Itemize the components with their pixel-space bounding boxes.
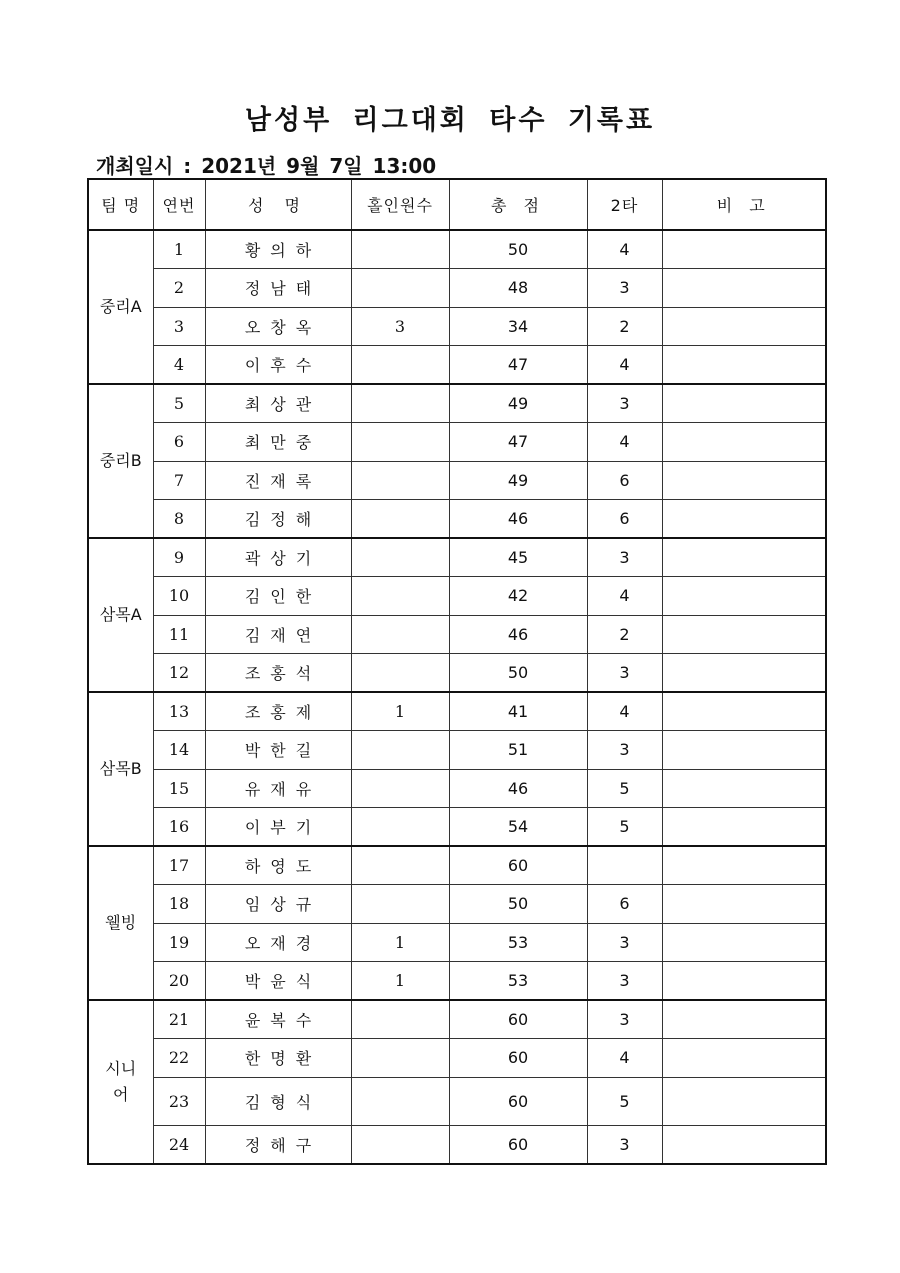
hole-in-one-cell	[351, 1077, 449, 1125]
hole-in-one-cell	[351, 846, 449, 885]
two-stroke-cell: 3	[587, 962, 662, 1001]
player-name-cell: 조홍제	[205, 692, 351, 731]
total-score-cell: 48	[449, 269, 587, 308]
seq-cell: 11	[153, 615, 205, 654]
hole-in-one-cell	[351, 808, 449, 847]
note-cell	[662, 1125, 826, 1164]
table-row	[88, 1000, 826, 1039]
seq-cell: 17	[153, 846, 205, 885]
two-stroke-cell: 6	[587, 461, 662, 500]
seq-cell: 1	[153, 230, 205, 269]
team-name-cell: 시니 어	[88, 1000, 153, 1164]
hole-in-one-cell	[351, 1000, 449, 1039]
seq-cell: 13	[153, 692, 205, 731]
seq-cell: 20	[153, 962, 205, 1001]
hole-in-one-cell	[351, 423, 449, 462]
total-score-cell: 49	[449, 384, 587, 423]
hole-in-one-cell: 1	[351, 962, 449, 1001]
total-score-cell: 60	[449, 1039, 587, 1078]
player-name-cell: 이후수	[205, 346, 351, 385]
table-row	[88, 615, 826, 654]
player-name-cell: 이부기	[205, 808, 351, 847]
seq-cell: 3	[153, 307, 205, 346]
note-cell	[662, 307, 826, 346]
seq-cell: 15	[153, 769, 205, 808]
hole-in-one-cell	[351, 384, 449, 423]
hole-in-one-cell	[351, 769, 449, 808]
hole-in-one-cell: 1	[351, 923, 449, 962]
total-score-cell: 42	[449, 577, 587, 616]
player-name-cell: 조홍석	[205, 654, 351, 693]
table-row	[88, 500, 826, 539]
note-cell	[662, 654, 826, 693]
total-score-cell: 49	[449, 461, 587, 500]
seq-cell: 6	[153, 423, 205, 462]
note-cell	[662, 423, 826, 462]
hole-in-one-cell	[351, 461, 449, 500]
total-score-cell: 34	[449, 307, 587, 346]
hole-in-one-cell: 3	[351, 307, 449, 346]
table-row	[88, 423, 826, 462]
seq-cell: 8	[153, 500, 205, 539]
player-name-cell: 김형식	[205, 1077, 351, 1125]
table-row	[88, 923, 826, 962]
header-hole-in-one: 홀인원수	[351, 179, 449, 230]
total-score-cell: 60	[449, 1077, 587, 1125]
header-team: 팀 명	[88, 179, 153, 230]
table-row	[88, 692, 826, 731]
hole-in-one-cell	[351, 577, 449, 616]
note-cell	[662, 269, 826, 308]
two-stroke-cell: 4	[587, 692, 662, 731]
two-stroke-cell: 3	[587, 731, 662, 770]
two-stroke-cell: 3	[587, 384, 662, 423]
note-cell	[662, 1039, 826, 1078]
note-cell	[662, 923, 826, 962]
note-cell	[662, 384, 826, 423]
two-stroke-cell: 5	[587, 808, 662, 847]
seq-cell: 9	[153, 538, 205, 577]
player-name-cell: 임상규	[205, 885, 351, 924]
header-row	[88, 179, 826, 230]
table-row	[88, 346, 826, 385]
note-cell	[662, 846, 826, 885]
hole-in-one-cell	[351, 654, 449, 693]
hole-in-one-cell	[351, 538, 449, 577]
two-stroke-cell: 5	[587, 769, 662, 808]
hole-in-one-cell	[351, 346, 449, 385]
player-name-cell: 김인한	[205, 577, 351, 616]
table-row	[88, 654, 826, 693]
team-name-cell: 삼목B	[88, 692, 153, 846]
seq-cell: 21	[153, 1000, 205, 1039]
two-stroke-cell: 3	[587, 1125, 662, 1164]
header-total: 총 점	[449, 179, 587, 230]
header-two-stroke: 2타	[587, 179, 662, 230]
note-cell	[662, 885, 826, 924]
two-stroke-cell: 3	[587, 654, 662, 693]
table-body	[88, 230, 826, 1164]
table-row	[88, 808, 826, 847]
note-cell	[662, 346, 826, 385]
seq-cell: 10	[153, 577, 205, 616]
two-stroke-cell: 3	[587, 923, 662, 962]
team-name-cell: 삼목A	[88, 538, 153, 692]
event-datetime: 개최일시 : 2021년 9월 7일 13:00	[96, 154, 437, 178]
note-cell	[662, 615, 826, 654]
total-score-cell: 60	[449, 1125, 587, 1164]
two-stroke-cell: 3	[587, 1000, 662, 1039]
two-stroke-cell: 4	[587, 423, 662, 462]
player-name-cell: 박윤식	[205, 962, 351, 1001]
player-name-cell: 김재연	[205, 615, 351, 654]
table-row	[88, 384, 826, 423]
player-name-cell: 한명환	[205, 1039, 351, 1078]
team-name-cell: 웰빙	[88, 846, 153, 1000]
two-stroke-cell: 4	[587, 577, 662, 616]
score-table	[87, 178, 827, 1165]
player-name-cell: 유재유	[205, 769, 351, 808]
note-cell	[662, 538, 826, 577]
table-row	[88, 307, 826, 346]
table-row	[88, 731, 826, 770]
total-score-cell: 53	[449, 962, 587, 1001]
player-name-cell: 곽상기	[205, 538, 351, 577]
player-name-cell: 하영도	[205, 846, 351, 885]
table-row	[88, 538, 826, 577]
table-row	[88, 885, 826, 924]
total-score-cell: 53	[449, 923, 587, 962]
total-score-cell: 60	[449, 1000, 587, 1039]
seq-cell: 19	[153, 923, 205, 962]
total-score-cell: 47	[449, 346, 587, 385]
table-row	[88, 1039, 826, 1078]
hole-in-one-cell	[351, 885, 449, 924]
table-row	[88, 846, 826, 885]
page-title: 남성부 리그대회 타수 기록표	[244, 105, 656, 136]
player-name-cell: 정남태	[205, 269, 351, 308]
header-note: 비 고	[662, 179, 826, 230]
seq-cell: 23	[153, 1077, 205, 1125]
hole-in-one-cell	[351, 615, 449, 654]
two-stroke-cell: 3	[587, 538, 662, 577]
total-score-cell: 51	[449, 731, 587, 770]
two-stroke-cell	[587, 846, 662, 885]
table-row	[88, 1077, 826, 1125]
two-stroke-cell: 6	[587, 885, 662, 924]
total-score-cell: 46	[449, 769, 587, 808]
player-name-cell: 오재경	[205, 923, 351, 962]
team-name-cell: 중리B	[88, 384, 153, 538]
player-name-cell: 박한길	[205, 731, 351, 770]
total-score-cell: 47	[449, 423, 587, 462]
note-cell	[662, 230, 826, 269]
table-row	[88, 461, 826, 500]
seq-cell: 12	[153, 654, 205, 693]
player-name-cell: 황의하	[205, 230, 351, 269]
two-stroke-cell: 3	[587, 269, 662, 308]
note-cell	[662, 461, 826, 500]
seq-cell: 14	[153, 731, 205, 770]
seq-cell: 16	[153, 808, 205, 847]
total-score-cell: 50	[449, 230, 587, 269]
player-name-cell: 김정해	[205, 500, 351, 539]
total-score-cell: 46	[449, 615, 587, 654]
player-name-cell: 정해구	[205, 1125, 351, 1164]
total-score-cell: 60	[449, 846, 587, 885]
table-row	[88, 230, 826, 269]
table-row	[88, 962, 826, 1001]
note-cell	[662, 1000, 826, 1039]
two-stroke-cell: 2	[587, 615, 662, 654]
hole-in-one-cell	[351, 500, 449, 539]
two-stroke-cell: 6	[587, 500, 662, 539]
two-stroke-cell: 4	[587, 230, 662, 269]
total-score-cell: 41	[449, 692, 587, 731]
player-name-cell: 최상관	[205, 384, 351, 423]
hole-in-one-cell	[351, 269, 449, 308]
total-score-cell: 54	[449, 808, 587, 847]
hole-in-one-cell: 1	[351, 692, 449, 731]
seq-cell: 5	[153, 384, 205, 423]
player-name-cell: 최만중	[205, 423, 351, 462]
player-name-cell: 진재록	[205, 461, 351, 500]
table-row	[88, 269, 826, 308]
seq-cell: 24	[153, 1125, 205, 1164]
hole-in-one-cell	[351, 1039, 449, 1078]
hole-in-one-cell	[351, 1125, 449, 1164]
total-score-cell: 50	[449, 654, 587, 693]
player-name-cell: 오창옥	[205, 307, 351, 346]
seq-cell: 7	[153, 461, 205, 500]
table-row	[88, 1125, 826, 1164]
team-name-cell: 중리A	[88, 230, 153, 384]
hole-in-one-cell	[351, 731, 449, 770]
note-cell	[662, 692, 826, 731]
total-score-cell: 46	[449, 500, 587, 539]
note-cell	[662, 962, 826, 1001]
header-seq: 연번	[153, 179, 205, 230]
seq-cell: 22	[153, 1039, 205, 1078]
two-stroke-cell: 4	[587, 1039, 662, 1078]
total-score-cell: 45	[449, 538, 587, 577]
seq-cell: 18	[153, 885, 205, 924]
two-stroke-cell: 4	[587, 346, 662, 385]
table-row	[88, 577, 826, 616]
note-cell	[662, 808, 826, 847]
seq-cell: 4	[153, 346, 205, 385]
header-name: 성 명	[205, 179, 351, 230]
seq-cell: 2	[153, 269, 205, 308]
note-cell	[662, 1077, 826, 1125]
two-stroke-cell: 5	[587, 1077, 662, 1125]
total-score-cell: 50	[449, 885, 587, 924]
note-cell	[662, 500, 826, 539]
player-name-cell: 윤복수	[205, 1000, 351, 1039]
note-cell	[662, 577, 826, 616]
note-cell	[662, 769, 826, 808]
hole-in-one-cell	[351, 230, 449, 269]
table-row	[88, 769, 826, 808]
note-cell	[662, 731, 826, 770]
two-stroke-cell: 2	[587, 307, 662, 346]
